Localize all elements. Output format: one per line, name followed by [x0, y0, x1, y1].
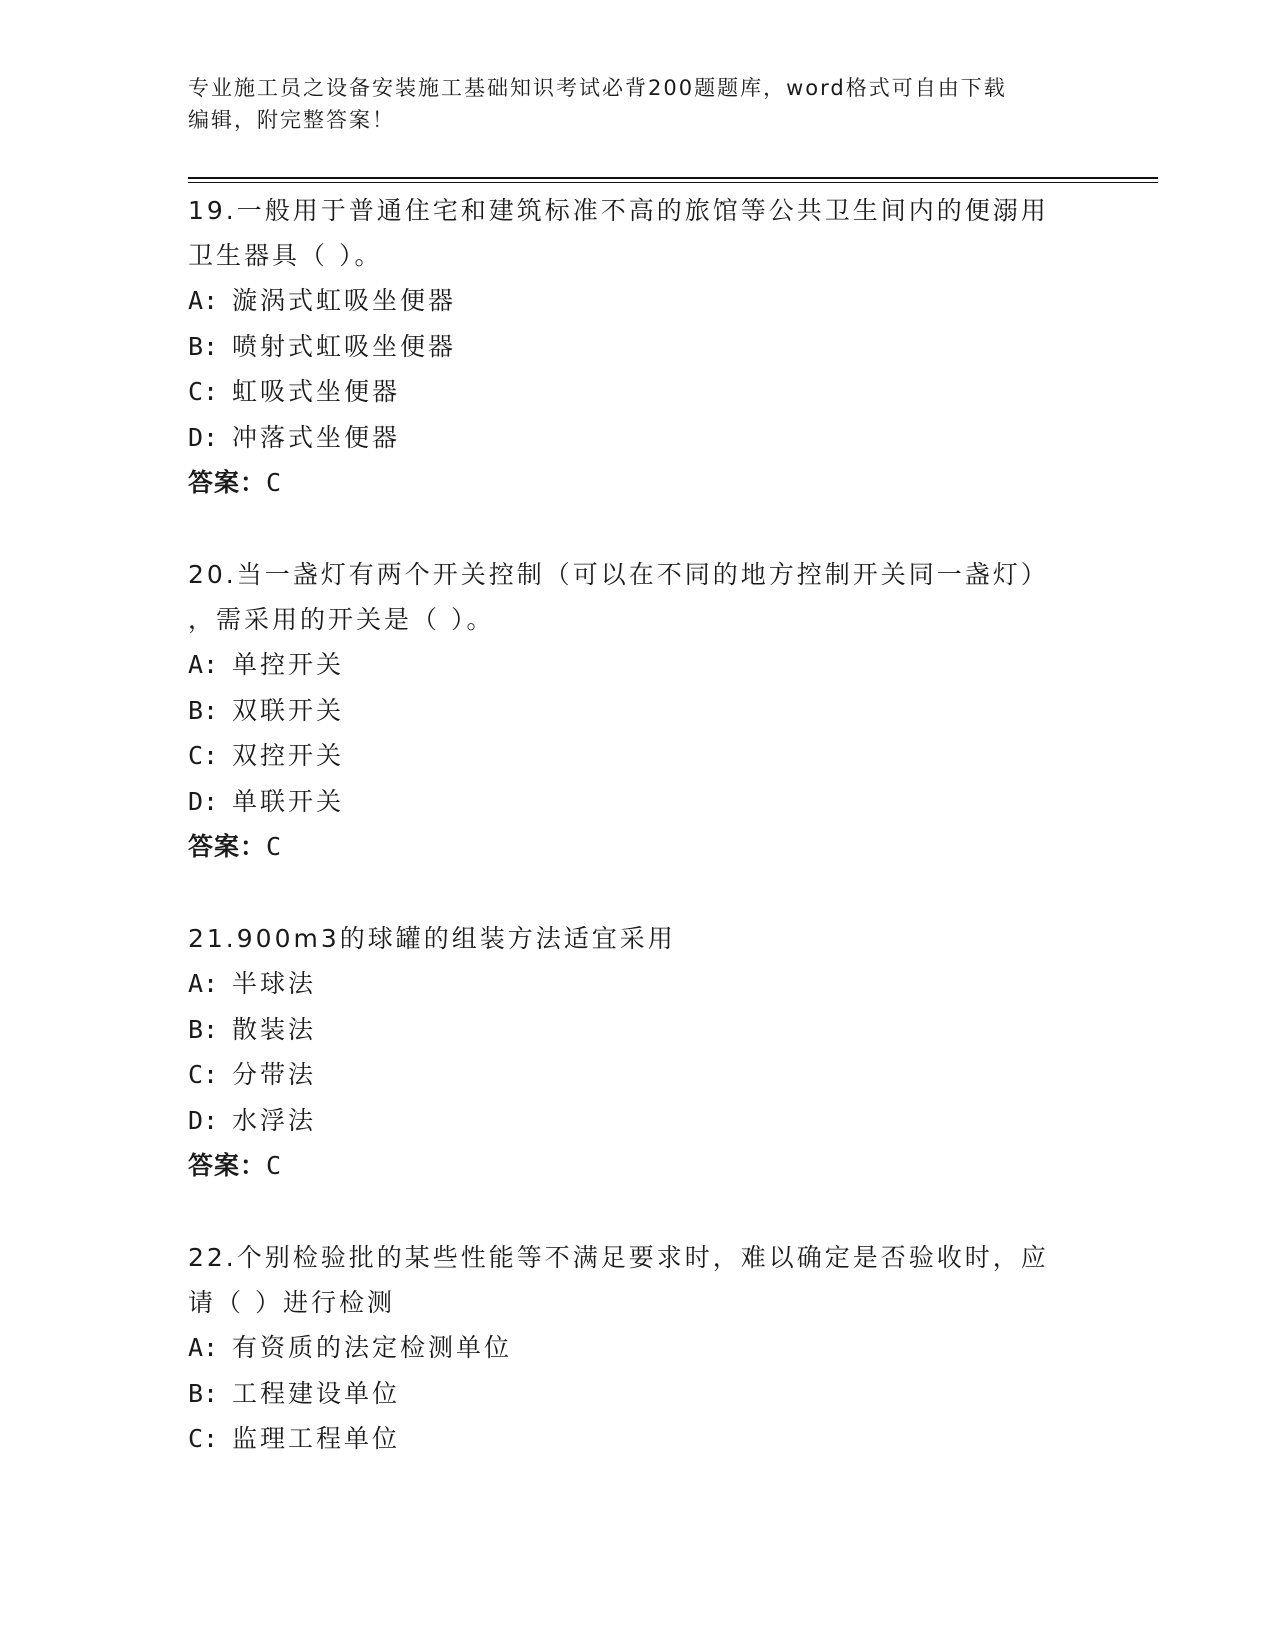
- question-block: [188, 552, 1088, 869]
- option-text: 漩涡式虹吸坐便器: [232, 286, 457, 315]
- option-text: 喷射式虹吸坐便器: [232, 331, 457, 361]
- answer-option: [188, 1098, 1088, 1144]
- answer-option: [188, 369, 1088, 415]
- answer-option: [188, 324, 1088, 370]
- answer-option: [188, 961, 1088, 1007]
- question-text: 20.当一盏灯有两个开关控制（可以在不同的地方控制开关同一盏灯）: [188, 560, 1049, 589]
- answer-option: [188, 278, 1088, 324]
- option-letter: B:: [188, 695, 219, 725]
- answer-option: [188, 415, 1088, 461]
- option-letter: B:: [188, 1378, 219, 1408]
- answer-option: [188, 1416, 1088, 1462]
- answer-option: [188, 688, 1088, 734]
- answer-line: [188, 1143, 1088, 1188]
- question-text-continued: 卫生器具（ ）。: [188, 241, 383, 270]
- answer-value: C: [266, 1151, 283, 1180]
- answer-line: [188, 460, 1088, 505]
- answer-option: [188, 1371, 1088, 1417]
- answer-option: [188, 1007, 1088, 1053]
- header-line-1: 专业施工员之设备安装施工基础知识考试必背200题题库，word格式可自由下载: [188, 76, 1007, 100]
- option-text: 工程建设单位: [232, 1378, 401, 1408]
- answer-value: C: [266, 468, 283, 497]
- option-letter: A:: [188, 650, 219, 679]
- answer-option: [188, 642, 1088, 688]
- question-block: [188, 188, 1088, 505]
- option-letter: B:: [188, 1014, 219, 1044]
- answer-label: 答案：: [188, 832, 267, 861]
- option-text: 单联开关: [232, 786, 345, 816]
- answer-label: 答案：: [188, 468, 267, 497]
- question-list: [188, 188, 1088, 1509]
- answer-label: 答案：: [188, 1151, 267, 1180]
- answer-option: [188, 1052, 1088, 1098]
- option-text: 分带法: [232, 1060, 317, 1089]
- option-letter: C:: [188, 1424, 219, 1453]
- question-text: 19.一般用于普通住宅和建筑标准不高的旅馆等公共卫生间内的便溺用: [188, 196, 1049, 225]
- option-letter: B:: [188, 331, 219, 361]
- header-divider-thick: [188, 177, 1158, 179]
- question-block: [188, 1235, 1088, 1462]
- option-text: 单控开关: [232, 650, 345, 679]
- option-letter: C:: [188, 1060, 219, 1089]
- option-text: 冲落式坐便器: [232, 422, 401, 452]
- question-text: 21.900m3的球罐的组装方法适宜采用: [188, 924, 676, 953]
- header-line-2: 编辑，附完整答案！: [188, 108, 395, 132]
- answer-line: [188, 824, 1088, 869]
- question-block: [188, 916, 1088, 1188]
- option-letter: D:: [188, 786, 219, 816]
- answer-option: [188, 779, 1088, 825]
- option-text: 半球法: [232, 969, 317, 998]
- option-letter: A:: [188, 969, 219, 998]
- option-text: 虹吸式坐便器: [232, 377, 401, 406]
- question-text-continued: ，需采用的开关是（ ）。: [188, 605, 495, 634]
- answer-value: C: [266, 832, 283, 861]
- question-text-continued: 请（ ）进行检测: [188, 1288, 395, 1317]
- option-text: 双控开关: [232, 741, 345, 770]
- document-header: [188, 72, 1068, 136]
- option-letter: A:: [188, 1333, 219, 1362]
- option-letter: A:: [188, 286, 219, 315]
- option-letter: D:: [188, 1105, 219, 1135]
- option-text: 散装法: [232, 1014, 317, 1044]
- answer-option: [188, 733, 1088, 779]
- option-text: 有资质的法定检测单位: [232, 1333, 513, 1362]
- option-letter: D:: [188, 422, 219, 452]
- option-text: 监理工程单位: [232, 1424, 401, 1453]
- option-letter: C:: [188, 377, 219, 406]
- header-divider-thin: [188, 182, 1158, 183]
- question-text: 22.个别检验批的某些性能等不满足要求时，难以确定是否验收时，应: [188, 1243, 1049, 1272]
- option-letter: C:: [188, 741, 219, 770]
- option-text: 水浮法: [232, 1105, 317, 1135]
- answer-option: [188, 1325, 1088, 1371]
- option-text: 双联开关: [232, 695, 345, 725]
